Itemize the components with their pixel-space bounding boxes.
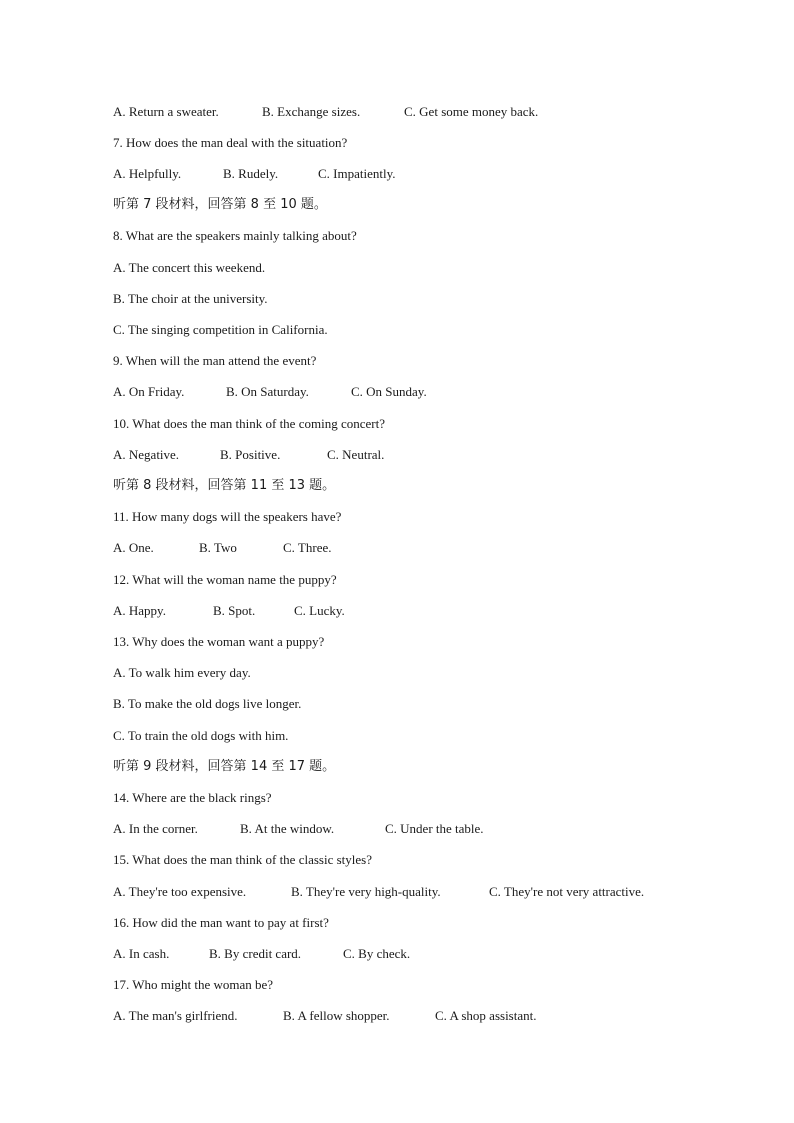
q15-option-a: A. They're too expensive.	[113, 884, 247, 899]
q9-option-c: C. On Sunday.	[351, 384, 427, 399]
q10-option-c: C. Neutral.	[327, 447, 385, 462]
q8-option-b: B. The choir at the university.	[113, 291, 268, 306]
question-12: 12. What will the woman name the puppy?	[113, 572, 337, 587]
question-10: 10. What does the man think of the coming concert?	[113, 416, 385, 431]
q6-option-c: C. Get some money back.	[404, 104, 539, 119]
question-13: 13. Why does the woman want a puppy?	[113, 634, 325, 649]
q7-option-c: C. Impatiently.	[318, 166, 396, 181]
q11-option-c: C. Three.	[283, 540, 332, 555]
q17-option-c: C. A shop assistant.	[435, 1008, 537, 1023]
q12-option-c: C. Lucky.	[294, 603, 345, 618]
q14-option-a: A. In the corner.	[113, 821, 198, 836]
q15-option-b: B. They're very high-quality.	[291, 884, 441, 899]
q16-option-a: A. In cash.	[113, 946, 170, 961]
section-7-heading: 听第 7 段材料，回答第 8 至 10 题。	[113, 197, 327, 212]
q7-option-b: B. Rudely.	[223, 166, 279, 181]
q11-option-a: A. One.	[113, 540, 154, 555]
q8-option-c: C. The singing competition in California.	[113, 322, 328, 337]
section-9-heading: 听第 9 段材料，回答第 14 至 17 题。	[113, 759, 336, 774]
question-9: 9. When will the man attend the event?	[113, 353, 317, 368]
question-14: 14. Where are the black rings?	[113, 790, 272, 805]
q12-option-b: B. Spot.	[213, 603, 256, 618]
q17-option-a: A. The man's girlfriend.	[113, 1008, 238, 1023]
q11-option-b: B. Two	[199, 540, 237, 555]
question-7: 7. How does the man deal with the situation?	[113, 135, 348, 150]
q9-option-b: B. On Saturday.	[226, 384, 309, 399]
question-15: 15. What does the man think of the classic styles?	[113, 852, 372, 867]
q13-option-a: A. To walk him every day.	[113, 665, 251, 680]
q12-option-a: A. Happy.	[113, 603, 166, 618]
q13-option-c: C. To train the old dogs with him.	[113, 728, 289, 743]
q6-option-a: A. Return a sweater.	[113, 104, 219, 119]
q7-option-a: A. Helpfully.	[113, 166, 182, 181]
q15-option-c: C. They're not very attractive.	[489, 884, 645, 899]
q10-option-a: A. Negative.	[113, 447, 180, 462]
q13-option-b: B. To make the old dogs live longer.	[113, 696, 302, 711]
q9-option-a: A. On Friday.	[113, 384, 185, 399]
section-8-heading: 听第 8 段材料，回答第 11 至 13 题。	[113, 478, 336, 493]
q8-option-a: A. The concert this weekend.	[113, 260, 266, 275]
question-16: 16. How did the man want to pay at first?	[113, 915, 329, 930]
q10-option-b: B. Positive.	[220, 447, 281, 462]
question-8: 8. What are the speakers mainly talking about?	[113, 228, 357, 243]
q14-option-c: C. Under the table.	[385, 821, 484, 836]
q14-option-b: B. At the window.	[240, 821, 335, 836]
question-11: 11. How many dogs will the speakers have?	[113, 509, 342, 524]
q6-option-b: B. Exchange sizes.	[262, 104, 361, 119]
q16-option-b: B. By credit card.	[209, 946, 302, 961]
question-17: 17. Who might the woman be?	[113, 977, 274, 992]
q16-option-c: C. By check.	[343, 946, 411, 961]
q17-option-b: B. A fellow shopper.	[283, 1008, 390, 1023]
